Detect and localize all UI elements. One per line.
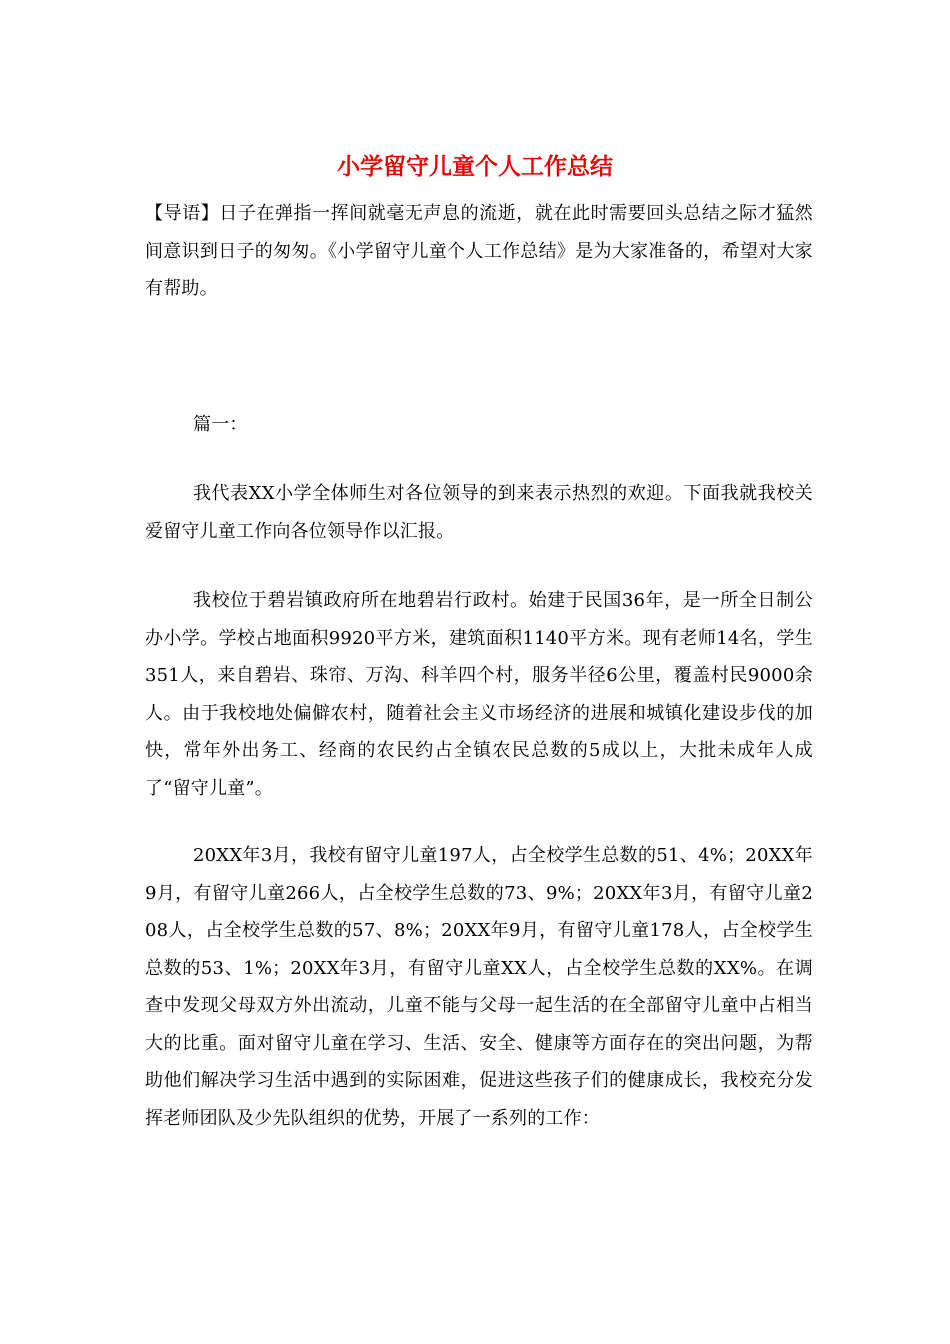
body-paragraph-3: 20XX年3月，我校有留守儿童197人，占全校学生总数的51、4%；20XX年9月，有留守儿童266人，占全校学生总数的73、9%；20XX年3月，有留守儿童208人，占全校学生总数的57、8%；20XX年9月，有留守儿童178人，占全校学生总数的53、1%；20XX年3月，有留守儿童XX人，占全校学生总数的XX%。在调查中发现父母双方外出流动，儿童不能与父母一起生活的在全部留守儿童中占相当大的比重。面对留守儿童在学习、生活、安全、健康等方面存在的突出问题，为帮助他们解决学习生活中遇到的实际困难，促进这些孩子们的健康成长，我校充分发挥老师团队及少先队组织的优势，开展了一系列的工作：: [145, 845, 813, 1129]
body-paragraph-1: 我代表XX小学全体师生对各位领导的到来表示热烈的欢迎。下面我就我校关爱留守儿童工作向各位领导作以汇报。: [145, 483, 813, 542]
body-paragraph-2: 我校位于碧岩镇政府所在地碧岩行政村。始建于民国36年，是一所全日制公办小学。学校占地面积9920平方米，建筑面积1140平方米。现有老师14名，学生351人，来自碧岩、珠帘、万沟、科羊四个村，服务半径6公里，覆盖村民9000余人。由于我校地处偏僻农村，随着社会主义市场经济的进展和城镇化建设步伐的加快，常年外出务工、经商的农民约占全镇农民总数的5成以上，大批未成年人成了“留守儿童”。: [145, 590, 813, 799]
document-title: 小学留守儿童个人工作总结: [337, 153, 613, 180]
section-label: 篇一：: [193, 414, 248, 435]
intro-paragraph: 【导语】日子在弹指一挥间就毫无声息的流逝，就在此时需要回头总结之际才猛然间意识到日子的匆匆。《小学留守儿童个人工作总结》是为大家准备的，希望对大家有帮助。: [145, 203, 813, 299]
